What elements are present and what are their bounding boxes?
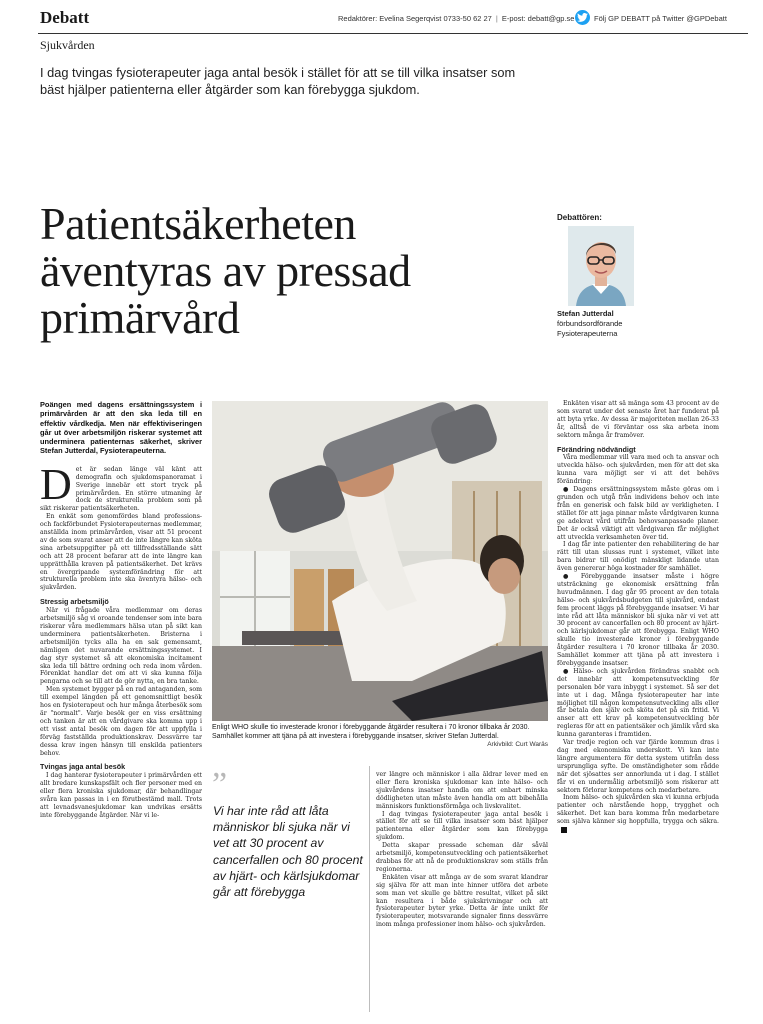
subheading: Tvingas jaga antal besök (40, 762, 126, 772)
page-header (0, 0, 763, 36)
body-paragraph: När vi frågade våra medlemmar om deras arbetsmiljö såg vi oroande tendenser som inte bara riskerar våra medlemmars hälsa utan på sikt kan underminera patientsäkerheten. Bristerna i arbetsmiljön tycks alla ha en sak gemensamt, nämligen det nuvarande ersättningssystemet. I dag styr systemet så att ekonomiska incitament ska leda till bättre ordning och reda inom vården. Förenklat handlar det om att vi ska kunna följa pengarna och se till att de gör nytta, en bra tanke. (40, 607, 202, 686)
body-paragraph: ● Dagens ersättningssystem måste göras om i grunden och utgå från individens behov och inte från en generisk och falsk bild av verkligheten. I stället för att jaga pinnar måste vårdgivaren kunna ge adekvat vård utifrån behovsanpassade planer. Det är också viktigt att vårdgivaren får möjlighet att utveckla verksamheten över tid. (557, 486, 719, 541)
article-photo (212, 401, 548, 721)
photo-credit: Arkivbild: Curt Waräs (487, 741, 548, 748)
section-title: Debatt (40, 8, 90, 27)
photo-caption: Enligt WHO skulle tio investerade kronor i förebyggande åtgärder resultera i 70 kronor tillbaka år 2030. Samhället kommer att tjäna på att investera i förebyggande insatser, skriver Stefan Jutterdal. (212, 724, 530, 740)
twitter-follow-text[interactable]: Följ GP DEBATT på Twitter @GPDebatt (594, 14, 727, 23)
body-paragraph: Inom hälso- och sjukvården ska vi kunna erbjuda patienter och närstående hopp, trygghet och säkerhet. Det kan bara komma från medarbetare som själva känner sig hoppfulla, trygga och säkra. (557, 794, 719, 834)
header-rule (38, 33, 748, 34)
teaser-text: I dag tvingas fysioterapeuter jaga antal besök i stället för att se till vilka insatser som bäst hjälper patienterna eller åtgärder som kan förebygga sjukdom. (40, 65, 516, 97)
body-paragraph: Men systemet bygger på en rad antaganden, som till exempel längden på ett genomsnittligt besök hos en fysioterapeut och hur många återbesök som är "normalt". Varje besök ger en viss ersättning och tanken är att en vårdgivare ska komma upp i ett visst antal besök om dagen för att uppfylla i förväg fastställda produktionskrav. Dessvärre tar dessa krav ingen hänsyn till enskilda patienters behov. (40, 686, 202, 757)
body-paragraph: Enkäten visar att många av de som svarat klandrar sig själva för att man inte hinner utföra det arbete som man vet skulle ge bättre resultat, vilket på sikt kan resultera i både sjukskrivningar och att fysioterapeuter byter yrke. Detta är inte unikt för fysioterapeuter, motsvarande signaler finns dessvärre inom många professioner inom hälso- och sjukvården. (376, 873, 548, 929)
body-paragraph: ● Förebyggande insatser måste i högre utsträckning ge ekonomisk ersättning från huvudmännen. I dag går 95 procent av den totala hälso- och sjukvårdsbudgeten till sjukvård, endast fem procent läggs på förebyggande insatser. Vi har inte råd att låta människor bli sjuka när vi vet att 30 procent av cancerfallen och 80 procent av hjärt- och kärlsjukdomar går att förebygga. Enligt WHO skulle tio investerade kronor i förebyggande åtgärder resultera i 70 kronor tillbaka år 2030. Samhället kommer att tjäna på att investera i förebyggande insatser. (557, 573, 719, 667)
end-mark-icon (561, 827, 567, 833)
body-paragraph: En enkät som genomfördes bland professions- och fackförbundet Fysioterapeuternas medlemmar, anställda inom primärvården, visar att 51 procent av de som svarat anser att de inte längre kan sköta sina arbetsuppgifter på ett tillfredsställande sätt och att 28 procent befarar att de inte längre kan upprätthålla kraven på patientsäkerhet. Det krävs en övergripande systemförändring för att strukturella problem inte ska äventyra hälso- och sjukvården. (40, 513, 202, 592)
author-role: förbundsordförande Fysioterapeuterna (557, 319, 623, 338)
body-paragraph: Detta skapar pressade scheman där såväl arbetsmiljö, kompetensutveckling och patientsäkerhet drabbas för att nå de produktionskrav som ställs från regionerna. (376, 842, 548, 873)
body-paragraph: I dag hanterar fysioterapeuter i primärvården ett allt bredare kunskapsfält och fler personer med en eller flera kroniska sjukdomar, där behandlingar svåra kan passas in i en förutbestämd mall. Trots att levnadsvanesjukdomar kan undvikas ersätts inte förebyggande åtgärder. När vi le- (40, 772, 202, 819)
author-heading: Debattören: (557, 213, 602, 222)
pull-quote: Vi har inte råd att låta människor bli sjuka när vi vet att 30 procent av cancerfallen och 80 procent av hjärt- och kärlsjukdomar går att förebygga (213, 804, 363, 900)
lead-paragraph: Poängen med dagens ersättningssystem i primärvården är att den ska leda till en effektiv vårdkedja. Men när effektiviseringen går ut över arbetsmiljön riskerar systemet att underminera patienternas säkerhet, skriver Stefan Jutterdal, Fysioterapeuterna. (40, 400, 202, 456)
body-paragraph: I dag tvingas fysioterapeuter jaga antal besök i stället för att se till vilka insatser som bäst hjälper patienterna eller åtgärder som kan förebygga sjukdom. (376, 810, 548, 842)
body-paragraph: I dag får inte patienter den rehabilitering de har rätt till utan slussas runt i systemet, vilket inte bara bidrar till onödigt mänskligt lidande utan även genererar höga kostnader för samhället. (557, 541, 719, 573)
editors-line: Redaktörer: Evelina Segerqvist 0733-50 62 27 | E-post: debatt@gp.se (338, 14, 575, 23)
article-column-3 (376, 771, 548, 1016)
editors-text: Redaktörer: Evelina Segerqvist 0733-50 62 27 (338, 14, 492, 23)
subheading: Förändring nödvändigt (557, 444, 636, 454)
body-paragraph: ver längre och människor i alla åldrar lever med en eller flera kroniska sjukdomar kan inte hälso- och sjukvårdens insatser handla om att enbart minska dödligheten utan måste även handla om att bibehålla människors funktionsförmåga och livskvalitet. (376, 771, 548, 810)
body-paragraph: ● Hälso- och sjukvården förändras snabbt och det innebär att kompetensutveckling för personalen bör vara inbyggt i systemet. Så ser det inte ut i dag. Många fysioterapeuter har inte möjlighet till någon kompetensutveckling alls eller får betala den själv och sköta det på sin fritid. Vi anser att ett krav på kompetensutveckling bör regleras för att en patientsäker och jämlik vård ska kunna garanteras i framtiden. (557, 667, 719, 739)
body-paragraph: Våra medlemmar vill vara med och ta ansvar och utveckla hälso- och sjukvården, men för att det ska kunna vara möjligt ser vi att det behövs förändring: (557, 454, 719, 486)
column-divider (369, 766, 370, 1012)
email-link[interactable]: E-post: debatt@gp.se (501, 14, 575, 23)
author-name: Stefan Jutterdal (557, 309, 614, 318)
subheading: Stressig arbetsmiljö (40, 597, 109, 607)
article-column-4 (557, 400, 719, 1015)
headline: Patientsäkerheten äventyras av pressad primärvård (40, 198, 411, 343)
twitter-icon[interactable] (575, 10, 590, 25)
body-paragraph: Enkäten visar att så många som 43 procent av de som svarat under det senaste året har funderat på att byta yrke. Av dessa är majoriteten mellan 26-33 år, alltså de vi förväntar oss ska arbeta inom sektorn många år framöver. (557, 400, 719, 439)
body-paragraph: Det är sedan länge väl känt att demografin och sjukdomspanoramat i Sverige innebär ett stort tryck på primärvården. En större utmaning är dock de strukturella problem som på sikt riskerar patientsäkerheten. (40, 459, 202, 513)
subsection-label: Sjukvården (40, 38, 95, 52)
body-paragraph: Var tredje region och var fjärde kommun dras i dag med ekonomiska underskott. Vi kan inte längre argumentera för detta system utifrån dess ursprungliga syfte. De omständigheter som rådde när det sjösattes ser annorlunda ut i dag. I stället får vi en undermålig arbetsmiljö som riskerar att sektorn förlorar kompetens och medarbetare. (557, 739, 719, 794)
article-column-1 (40, 400, 202, 1015)
author-photo (568, 226, 634, 306)
quote-mark-icon: ” (212, 766, 228, 803)
drop-cap: D (40, 459, 72, 509)
